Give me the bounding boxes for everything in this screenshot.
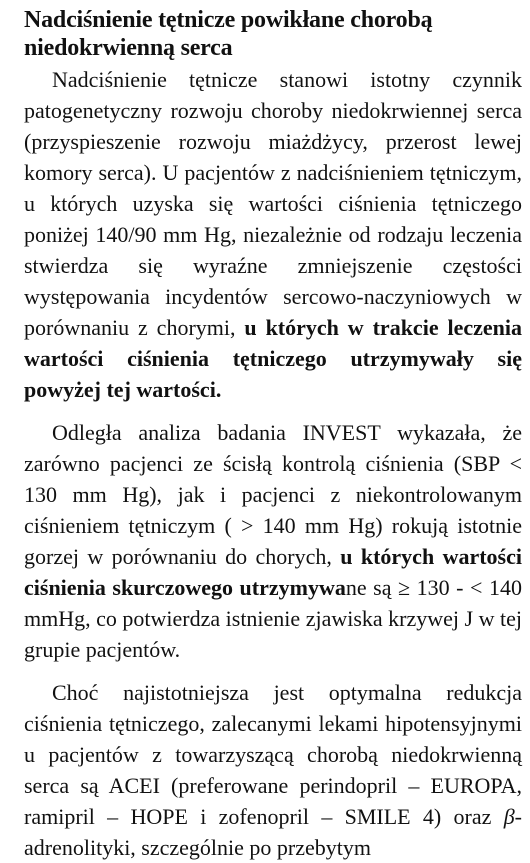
paragraph-bold-emphasis: u których wartości ciśnienia skurczowego utrzymywa bbox=[24, 544, 522, 600]
paragraph-recommended-drugs bbox=[24, 677, 522, 863]
paragraph-text: Nadciśnienie tętnicze stanowi istotny czynnik patogenetyczny rozwoju choroby niedokrwiennej serca (przyspieszenie rozwoju miażdżycy, przerost lewej komory serca). U pacjentów z nadciśnieniem tętniczym, u których uzyska się wartości ciśnienia tętniczego poniżej 140/90 mm Hg, niezależnie od rodzaju leczenia stwierdza się wyraźne zmniejszenie częstości występowania incydentów sercowo-naczyniowych w porównaniu z chorymi, bbox=[24, 67, 522, 340]
paragraph-text: Odległa analiza badania INVEST wykazała, że zarówno pacjenci ze ścisłą kontrolą ciśnienia (SBP < 130 mm Hg), jak i pacjenci z niekontrolowanym ciśnieniem tętniczym ( > 140 mm Hg) rokują istotnie gorzej w porównaniu do chorych, bbox=[24, 420, 522, 569]
paragraph-text-tail: ne są ≥ 130 - < 140 mmHg, co potwierdza istnienie zjawiska krzywej J w tej grupie pacjentów. bbox=[24, 575, 522, 662]
paragraph-bold-emphasis: u których w trakcie leczenia wartości ciśnienia tętniczego utrzymywały się powyżej tej wartości. bbox=[24, 315, 523, 402]
paragraph-hypertension-risk bbox=[24, 64, 522, 405]
greek-beta: β bbox=[503, 804, 515, 829]
paragraph-text-tail: -adrenolityki, szczególnie po przebytym bbox=[24, 804, 522, 860]
paragraph-invest-analysis bbox=[24, 417, 522, 665]
section-title: Nadciśnienie tętnicze powikłane chorobą niedokrwienną serca bbox=[24, 7, 433, 61]
paragraph-text: Choć najistotniejsza jest optymalna redukcja ciśnienia tętniczego, zalecanymi lekami hipotensyjnymi u pacjentów z towarzyszącą chorobą niedokrwienną serca są ACEI (preferowane perindopril – EUROPA, ramipril – HOPE i zofenopril – SMILE 4) oraz bbox=[24, 680, 522, 829]
